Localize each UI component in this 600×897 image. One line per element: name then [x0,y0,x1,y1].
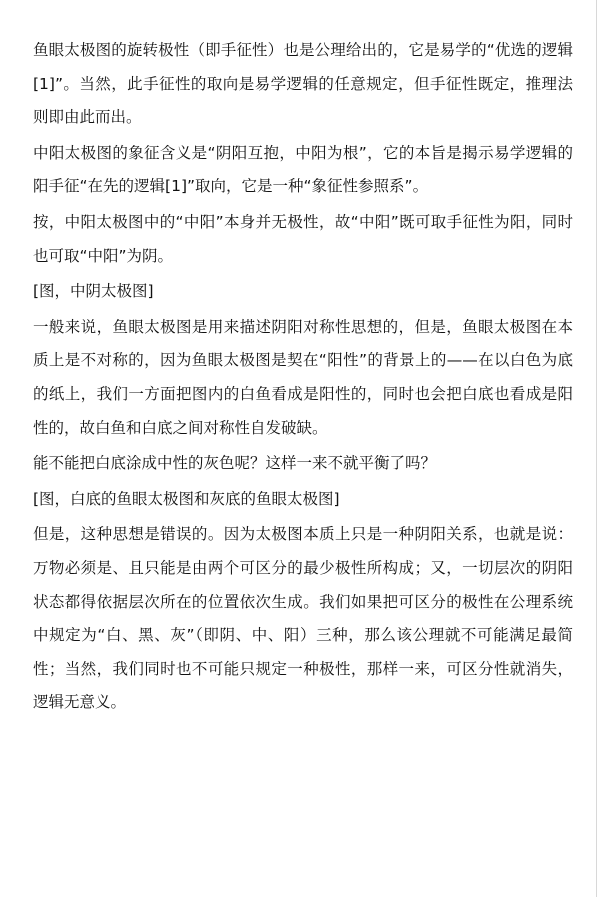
paragraph-central-yang-meaning: 中阳太极图的象征含义是“阴阳互抱，中阳为根”，它的本旨是揭示易学逻辑的阳手征“在先的逻辑[1]”取向，它是一种“象征性参照系”。 [33,143,573,196]
paragraph-symmetry-breaking: 一般来说，鱼眼太极图是用来描述阴阳对称性思想的，但是，鱼眼太极图在本质上是不对称的，因为鱼眼太极图是契在“阳性”的背景上的——在以白色为底的纸上，我们一方面把图内的白鱼看成是阳性的，同时也会把白底也看成是阳性的，故白鱼和白底之间对称性自发破缺。 [33,317,573,437]
paragraph-minimal-polarity: 但是，这种思想是错误的。因为太极图本质上只是一种阴阳关系，也就是说：万物必须是、且只能是由两个可区分的最少极性所构成；又，一切层次的阴阳状态都得依据层次所在的位置依次生成。我们如果把可区分的极性在公理系统中规定为“白、黑、灰”（即阴、中、阳）三种，那么该公理就不可能满足最简性；当然，我们同时也不可能只规定一种极性，那样一来，可区分性就消失，逻辑无意义。 [33,525,573,712]
article-body [33,34,573,722]
page-edge-divider [596,0,597,897]
figure-placeholder-white-gray-background: [图，白底的鱼眼太极图和灰底的鱼眼太极图] [33,489,340,508]
paragraph-chirality-axiom: 鱼眼太极图的旋转极性（即手征性）也是公理给出的，它是易学的“优选的逻辑[1]”。当然，此手征性的取向是易学逻辑的任意规定，但手征性既定，推理法则即由此而出。 [33,41,573,127]
paragraph-gray-background-question: 能不能把白底涂成中性的灰色呢？这样一来不就平衡了吗？ [33,454,437,473]
paragraph-central-yang-polarity: 按，中阳太极图中的“中阳”本身并无极性，故“中阳”既可取手征性为阳，同时也可取“中阳”为阴。 [33,212,573,265]
figure-placeholder-central-yin: [图，中阴太极图] [33,282,154,301]
